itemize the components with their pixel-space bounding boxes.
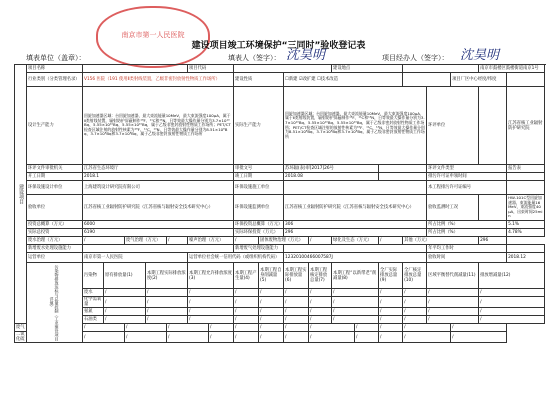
total-budget-value: 6000 (83, 221, 234, 229)
design-capacity-label: 设计生产能力 (27, 87, 83, 165)
actual-ratio-value: 4.78% (507, 229, 545, 237)
pollutant-cell: / (309, 297, 332, 308)
project-name-label: 项目名称 (27, 65, 83, 73)
new-exhaust-capacity-value (284, 245, 427, 253)
eia-unit-value: 江苏省核工业辐射防护研究院 (507, 87, 545, 165)
pollutant-col-name: 污染物 (83, 263, 104, 289)
design-unit-label: 环保设施设计单位 (27, 181, 83, 195)
pollutant-col-12: 排放增减量(12) (479, 263, 545, 289)
actual-ratio-label: 所占比例（%） (427, 229, 507, 237)
pollutant-cell: / (309, 332, 355, 343)
operator-value: 南京市第一人民医院 (83, 253, 188, 263)
pollutant-cell: / (259, 316, 284, 324)
completion-blank (379, 173, 427, 181)
pollutant-cell: / (234, 324, 259, 332)
pollutant-cell: / (259, 289, 284, 297)
construction-unit-value (284, 181, 427, 195)
pollutant-cell: / (309, 308, 332, 316)
pollutant-cell: / (259, 324, 284, 332)
pollutant-name: 二氧化硫 (16, 332, 25, 342)
pollutant-cell: / (284, 289, 309, 297)
new-wastewater-capacity-value (83, 245, 234, 253)
pollutant-cell: / (379, 289, 403, 297)
credit-code-label: 运营单位社会统一信用代码（或组织机构代码） (188, 253, 284, 263)
pollutant-cell: / (83, 324, 125, 332)
acceptance-unit-label: 验收单位 (27, 195, 83, 221)
pollutant-cell: / (83, 332, 125, 343)
pollutant-cell: / (379, 316, 403, 324)
pollutant-cell: / (125, 324, 167, 332)
location-detail: 南京市鼓楼区鼓楼街道南京1号 (479, 65, 545, 73)
pollutant-cell: / (427, 297, 479, 308)
monitoring-condition-blank (479, 195, 507, 221)
pollutant-cell: / (167, 332, 209, 343)
pollutant-cell: / (355, 332, 379, 343)
monitoring-condition-label: 验收监测时工况 (427, 195, 479, 221)
pollutant-cell: / (188, 289, 234, 297)
pollutant-col-6: 本期工程实际排放量(6) (284, 263, 309, 289)
pollutant-cell: / (379, 308, 403, 316)
monitoring-unit-value: 江苏省核工业辐射防护研究院（江苏省核与辐射安全技术研究中心） (284, 195, 427, 221)
pollutant-cell: / (427, 308, 479, 316)
wastewater-cost-label: 废水治理（万元） (27, 237, 83, 245)
new-exhaust-capacity-label: 新增废气处理设施能力 (234, 245, 284, 253)
monitoring-unit-label: 环保设施监测单位 (234, 195, 284, 221)
new-wastewater-capacity-label: 新增废水处理设施能力 (27, 245, 83, 253)
pollutant-cell: / (188, 297, 234, 308)
pollutant-cell: / (234, 332, 259, 343)
pollutant-col-7: 本期工程核定排放总量(7) (309, 263, 332, 289)
pollutant-cell: / (379, 332, 403, 343)
pollutant-name: 废气 (16, 325, 25, 330)
handler-label: 项目经办人（签字）： (382, 54, 449, 62)
greening-cost-label: 绿化及生态（万元） (332, 237, 379, 245)
pollutant-col-10: 全厂核定排放总量(10) (403, 263, 427, 289)
pollutant-cell: / (451, 332, 507, 343)
pollutant-cell: / (146, 297, 188, 308)
acceptance-table (14, 64, 545, 343)
pollutant-cell: / (209, 324, 234, 332)
env-budget-label: 环保投资总概算（万元） (235, 222, 283, 227)
pollutant-cell: / (234, 297, 259, 308)
wastewater-cost-value: / (83, 237, 125, 245)
credit-code-value: 12320100466007587J (284, 253, 427, 263)
location-value (403, 65, 479, 73)
noise-cost-value: / (234, 237, 259, 245)
pollutant-cell: / (209, 332, 234, 343)
permit-no-value (507, 181, 545, 195)
pollutant-cell: / (146, 289, 188, 297)
env-budget-value: 306 (284, 221, 427, 229)
pollutant-cell: / (403, 308, 427, 316)
pollutant-row (15, 308, 545, 316)
pollutant-cell: / (234, 289, 259, 297)
start-date-value: 2018.1 (83, 173, 234, 181)
pollutant-cell: / (309, 324, 355, 332)
pollutant-cell: / (259, 308, 284, 316)
pollutant-name: 石油类 (83, 316, 104, 324)
other-cost-label: 其他（万元） (403, 237, 479, 245)
pollutant-cell: / (284, 308, 309, 316)
noise-cost-label: 噪声治理（万元） (188, 237, 234, 245)
pollutant-cell: / (309, 289, 332, 297)
pollutant-cell: / (284, 332, 309, 343)
section-pollutant: 污染物排放达标与总量控制（工业建设项目详填） (27, 263, 83, 343)
pollutant-cell: / (332, 289, 379, 297)
pollutant-cell: / (332, 297, 379, 308)
nature-label: 建设性质 (234, 73, 284, 87)
pollutant-col-1: 原有排放量(1) (104, 263, 146, 289)
form-title: 建设项目竣工环境保护“三同时”验收登记表 (191, 41, 366, 51)
pollutant-cell: / (479, 297, 545, 308)
actual-capacity-label: 实际生产能力 (234, 87, 284, 165)
coordinates-value (507, 73, 545, 87)
completion-date-label: 竣工日期 (234, 173, 284, 181)
pollutant-cell: / (146, 308, 188, 316)
completion-date-value: 2018.08 (284, 173, 379, 181)
pollutant-cell: / (479, 308, 545, 316)
pollutant-cell: / (379, 297, 403, 308)
pollutant-cell: / (104, 308, 146, 316)
exhaust-cost-value: / (167, 237, 188, 245)
acceptance-time-value: 2018.12 (507, 253, 545, 263)
filler-label: 填表人（签字）： (228, 54, 281, 62)
eia-type-value: 报告表 (507, 165, 545, 173)
pollutant-col-8: 本期工程“以新带老”削减量(8) (332, 263, 379, 289)
pollutant-cell: / (146, 316, 188, 324)
actual-env-label: 实际环保投资（万元） (234, 229, 284, 237)
section-project: 建设项目 (15, 65, 27, 324)
pollutant-cell: / (167, 324, 209, 332)
approval-no-value: 苏环辐(表)审[2017]26号 (284, 165, 379, 173)
pollutant-cell: / (125, 332, 167, 343)
pollutant-cell: / (259, 297, 284, 308)
official-stamp (96, 6, 210, 68)
handler-signature: 沈昊明 (460, 48, 500, 63)
pollutant-col-9: 全厂实际排放总量(9) (379, 263, 403, 289)
project-code-label: 项目代码 (188, 65, 234, 73)
pollutant-cell: / (284, 324, 309, 332)
exhaust-cost-label: 废气治理（万元） (125, 237, 167, 245)
pollutant-cell: / (403, 332, 451, 343)
pollutant-cell: / (234, 316, 259, 324)
actual-total-value: 6190 (83, 229, 234, 237)
pollutant-name: 废水 (83, 289, 104, 297)
location-label: 建设地点 (332, 65, 403, 73)
approval-no-label: 审批文号 (234, 165, 284, 173)
nature-extra (403, 73, 451, 87)
filler-signature: 沈昊明 (286, 48, 326, 63)
pollutant-cell: / (188, 308, 234, 316)
budget-ratio-value: 5.1% (507, 221, 545, 229)
permit-time-value (507, 173, 545, 181)
pollutant-col-5: 本期工程自身削减量(5) (259, 263, 284, 289)
design-unit-value: 上海建筑设计研究院有限公司 (83, 181, 234, 195)
pollutant-cell: / (355, 324, 379, 332)
greening-cost-value: / (379, 237, 403, 245)
pollutant-name: 化学需氧量 (83, 297, 104, 308)
pollutant-cell: / (451, 324, 507, 332)
project-code-value (234, 65, 332, 73)
pollutant-cell: / (379, 324, 403, 332)
nature-value: ☐新建 ☑改扩建 ☐技术改造 (284, 73, 403, 87)
pollutant-cell: / (234, 308, 259, 316)
solid-waste-cost-label: 固体废物治理（万元） (259, 237, 309, 245)
pollutant-cell: / (104, 289, 146, 297)
operator-label: 运营单位 (27, 253, 83, 263)
total-budget-label: 投资总概算（万元） (27, 221, 83, 229)
pollutant-cell: / (332, 308, 379, 316)
construction-unit-label: 环保设施施工单位 (234, 181, 284, 195)
pollutant-col-11: 区域平衡替代削减量(11) (427, 263, 479, 289)
work-hours-label: 年平均工作时 (427, 245, 507, 253)
approval-authority-label: 环评文件审批机关 (27, 165, 83, 173)
pollutant-cell: / (427, 289, 479, 297)
eia-unit-blank (479, 87, 507, 165)
budget-ratio-label: 所占比例（%） (427, 221, 507, 229)
other-cost-value: 296 (479, 237, 507, 245)
approval-blank (379, 165, 427, 173)
project-name-value (83, 65, 188, 73)
pollutant-cell: / (104, 297, 146, 308)
stamp-text: 南京市第一人民医院 (121, 31, 185, 39)
pollutant-row (15, 289, 545, 297)
actual-env-value: 296 (284, 229, 427, 237)
pollutant-col-2: 本期工程实际排放浓度(2) (146, 263, 188, 289)
pollutant-cell: / (403, 324, 451, 332)
pollutant-cell: / (479, 289, 545, 297)
pollutant-col-4: 本期工程产生量(4) (234, 263, 259, 289)
approval-authority-value: 江苏省生态环境厅 (83, 165, 234, 173)
pollutant-cell: / (309, 316, 332, 324)
actual-total-label: 实际总投资 (27, 229, 83, 237)
pollutant-cell: / (403, 297, 427, 308)
coordinates-label: 项目厂区中心经度/纬度 (451, 73, 507, 87)
pollutant-row (15, 297, 545, 308)
industry-value: V156 医院（191 使用Ⅱ类射线装置，乙级非密封放射性物质工作场所） (83, 73, 234, 87)
pollutant-cell: / (188, 316, 234, 324)
pollutant-col-3: 本期工程允许排放浓度(3) (188, 263, 234, 289)
work-hours-value (507, 245, 545, 253)
pollutant-name: 氨氮 (83, 308, 104, 316)
acceptance-time-label: 验收时间 (427, 253, 507, 263)
start-date-label: 开工日期 (27, 173, 83, 181)
actual-capacity-value: 回旋加速器区域：台回旋加速器，最大束流能量10MeV，最大束流强度100μA，属于Ⅱ类射线装置，辐射防护屏蔽制作¹⁸F、¹¹C和¹³N，日等效最大操作量分别为3.7×10¹⁰Bq、5.55×10¹⁰Bq、5.55×10¹⁰Bq，属于乙级非密封放射性物质工作场所；PET/CT检查区域注射的放射性核素为¹⁸F、¹¹C、¹³N，日等效最大操作量分别为8.51×10⁸Bq、3.7×10⁸Bq和3.7×10⁸Bq，属于乙级非密封放射性物质工作场所 (284, 87, 427, 165)
monitoring-condition-value: HW-101C型回旋加速器，束流能量16MeV，束流强度40μA，出束时间25min (507, 195, 545, 221)
design-capacity-value: 回旋加速器区域：台回旋加速器，最大束流能量10MeV，最大束流强度100μA，属于Ⅱ类射线装置，辐射防护屏蔽制作¹⁸F、¹¹C和¹³N，日等效最大操作量分别为3.7×10¹⁰Bq、5.55×10¹⁰Bq、5.55×10¹⁰Bq，属于乙级非密封放射性物质工作场所；PET/CT检查区域注射的放射性核素为¹⁸F、¹¹C、¹³N，日等效最大操作量分别为8.51×10⁸Bq、3.7×10⁸Bq和3.7×10⁸Bq，属于乙级非密封放射性物质工作场所 (83, 87, 234, 165)
eia-type-label: 环评文件类型 (427, 165, 507, 173)
pollutant-row (15, 316, 545, 324)
pollutant-cell: / (284, 316, 309, 324)
pollutant-cell: / (259, 332, 284, 343)
pollutant-cell: / (403, 316, 427, 324)
unit-label: 填表单位（盖章）： (26, 54, 86, 62)
pollutant-row (15, 332, 545, 343)
pollutant-cell: / (403, 289, 427, 297)
permit-time-label: 排污许可证申领时间 (427, 173, 507, 181)
acceptance-unit-value: 江苏省核工业辐射防护研究院（江苏省核与辐射安全技术研究中心） (83, 195, 234, 221)
permit-no-label: 本工程排污许可证编号 (427, 181, 507, 195)
pollutant-cell: / (427, 316, 479, 324)
solid-waste-cost-value: / (309, 237, 332, 245)
pollutant-row (15, 324, 545, 332)
pollutant-cell: / (284, 297, 309, 308)
pollutant-cell: / (479, 316, 545, 324)
eia-unit-label: 环评单位 (427, 87, 479, 165)
industry-label: 行业类别（分类管理名录） (27, 73, 83, 87)
pollutant-cell: / (332, 316, 379, 324)
pollutant-cell: / (104, 316, 146, 324)
